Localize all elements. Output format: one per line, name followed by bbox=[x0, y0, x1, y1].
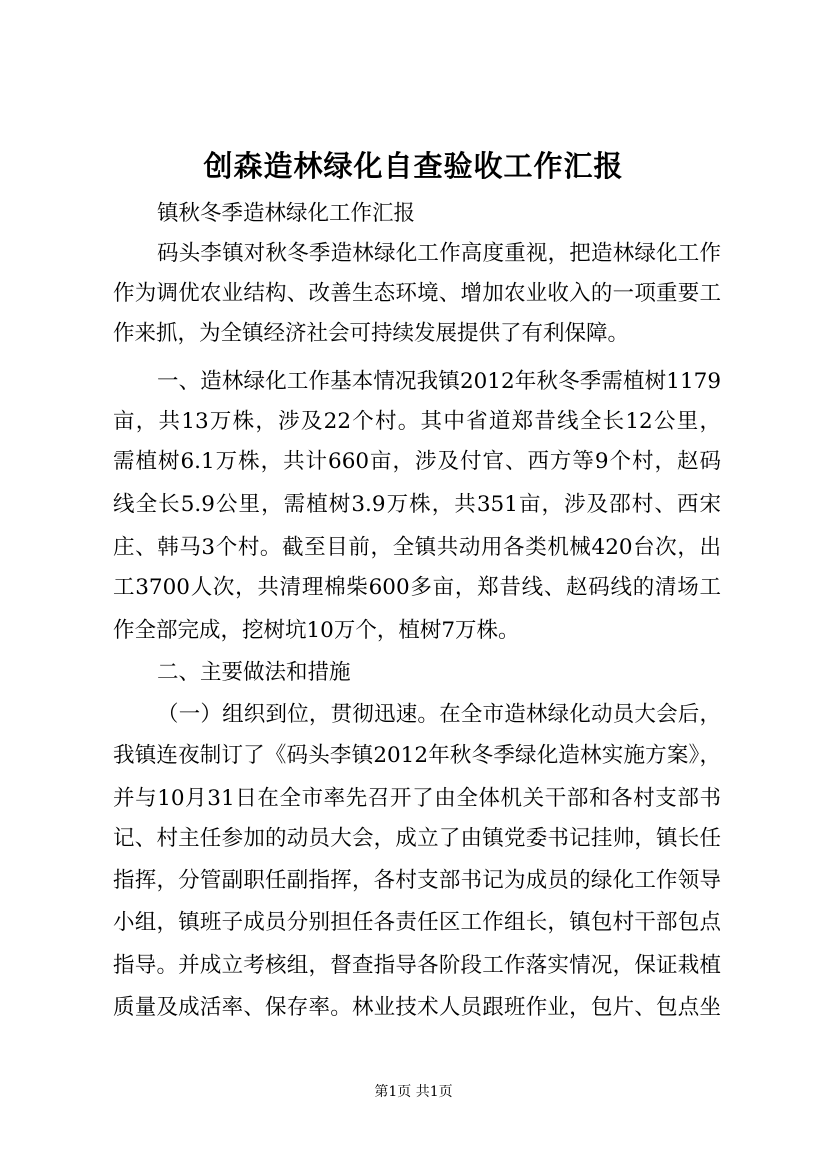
document-title: 创森造林绿化自查验收工作汇报 bbox=[203, 149, 624, 183]
paragraph-line: 作为调优农业结构、改善生态环境、增加农业收入的一项重要工 bbox=[113, 281, 721, 306]
paragraph-line: 记、村主任参加的动员大会，成立了由镇党委书记挂帅，镇长任 bbox=[113, 826, 721, 851]
paragraph-line: （一）组织到位，贯彻迅速。在全市造林绿化动员大会后， bbox=[157, 702, 721, 727]
paragraph-line: 码头李镇对秋冬季造林绿化工作高度重视，把造林绿化工作 bbox=[157, 241, 721, 266]
page-footer: 第1页 共1页 bbox=[374, 1084, 453, 1100]
paragraph-line: 一、造林绿化工作基本情况我镇2012年秋冬季需植树1179 bbox=[157, 369, 721, 394]
paragraph-line: 指挥，分管副职任副指挥，各村支部书记为成员的绿化工作领导 bbox=[113, 868, 721, 893]
paragraph-line: 我镇连夜制订了《码头李镇2012年秋冬季绿化造林实施方案》， bbox=[113, 743, 721, 768]
paragraph-line: 作全部完成，挖树坑10万个，植树7万株。 bbox=[113, 618, 520, 643]
paragraph-line: 工3700人次，共清理棉柴600多亩，郑昔线、赵码线的清场工 bbox=[113, 575, 721, 600]
paragraph-line: 质量及成活率、保存率。林业技术人员跟班作业，包片、包点坐 bbox=[113, 995, 721, 1020]
paragraph-line: 庄、韩马3个村。截至目前，全镇共动用各类机械420台次，出 bbox=[113, 535, 721, 560]
subtitle-line: 镇秋冬季造林绿化工作汇报 bbox=[157, 201, 416, 226]
paragraph-line: 小组，镇班子成员分别担任各责任区工作组长，镇包村干部包点 bbox=[113, 910, 721, 935]
section-heading: 二、主要做法和措施 bbox=[157, 660, 351, 685]
paragraph-line: 并与10月31日在全市率先召开了由全体机关干部和各村支部书 bbox=[113, 786, 721, 811]
paragraph-line: 需植树6.1万株，共计660亩，涉及付官、西方等9个村，赵码 bbox=[113, 449, 721, 474]
paragraph-line: 指导。并成立考核组，督查指导各阶段工作落实情况，保证栽植 bbox=[113, 953, 721, 978]
paragraph-line: 作来抓，为全镇经济社会可持续发展提供了有利保障。 bbox=[113, 321, 630, 346]
paragraph-line: 线全长5.9公里，需植树3.9万株，共351亩，涉及邵村、西宋 bbox=[113, 492, 721, 517]
paragraph-line: 亩，共13万株，涉及22个村。其中省道郑昔线全长12公里， bbox=[113, 409, 721, 434]
